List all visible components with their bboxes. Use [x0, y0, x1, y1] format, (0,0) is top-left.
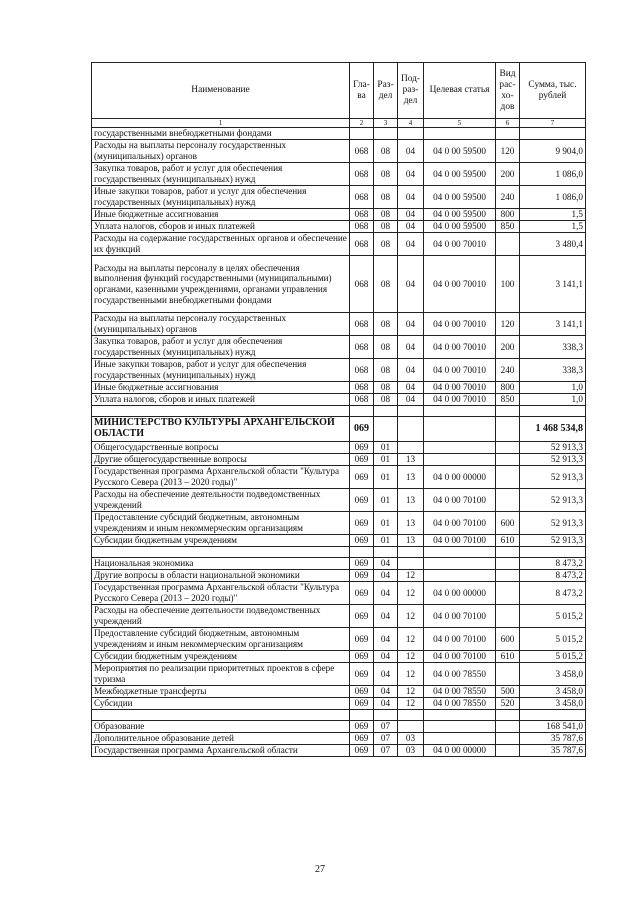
cell-name: Расходы на обеспечение деятельности подведомственных учреждений [92, 605, 350, 628]
cell-name: Закупка товаров, работ и услуг для обеспечения государственных (муниципальных) нужд [92, 163, 350, 186]
table-row [92, 454, 586, 466]
table-row [92, 163, 586, 186]
cell-vid: 500 [496, 686, 520, 698]
cell-podrazdel: 03 [398, 733, 424, 745]
table-row [92, 512, 586, 535]
cell-target: 04 0 00 59500 [424, 186, 496, 209]
empty-cell [398, 710, 424, 721]
cell-razdel [374, 128, 398, 140]
cell-glava: 069 [350, 663, 374, 686]
cell-glava: 068 [350, 140, 374, 163]
cell-name: Иные закупки товаров, работ и услуг для обеспечения государственных (муниципальных) нужд [92, 186, 350, 209]
cell-target [424, 128, 496, 140]
cell-razdel: 04 [374, 558, 398, 570]
cell-target: 04 0 00 70010 [424, 233, 496, 256]
table-row [92, 313, 586, 336]
table-row [92, 394, 586, 406]
cell-name: Предоставление субсидий бюджетным, автономным учреждениям и иным некоммерческим организациям [92, 512, 350, 535]
cell-vid: 610 [496, 651, 520, 663]
cell-vid [496, 582, 520, 605]
cell-razdel: 08 [374, 394, 398, 406]
cell-name: Субсидии бюджетным учреждениям [92, 651, 350, 663]
cell-razdel: 01 [374, 466, 398, 489]
cell-vid: 800 [496, 209, 520, 221]
empty-cell [496, 547, 520, 558]
header-name: Наименование [92, 63, 350, 119]
cell-razdel: 08 [374, 256, 398, 313]
cell-vid [496, 417, 520, 442]
spacer-row [92, 710, 586, 721]
cell-sum: 52 913,3 [520, 466, 586, 489]
cell-podrazdel: 12 [398, 651, 424, 663]
cell-target: 04 0 00 59500 [424, 163, 496, 186]
cell-glava: 069 [350, 628, 374, 651]
cell-vid [496, 233, 520, 256]
cell-vid: 240 [496, 359, 520, 382]
cell-target: 04 0 00 70010 [424, 336, 496, 359]
cell-sum: 8 473,2 [520, 582, 586, 605]
cell-vid: 120 [496, 313, 520, 336]
cell-sum: 168 541,0 [520, 721, 586, 733]
cell-sum: 35 787,6 [520, 733, 586, 745]
cell-glava: 069 [350, 512, 374, 535]
cell-sum: 52 913,3 [520, 489, 586, 512]
cell-sum: 52 913,3 [520, 454, 586, 466]
table-row [92, 628, 586, 651]
cell-glava: 069 [350, 721, 374, 733]
cell-target: 04 0 00 70010 [424, 359, 496, 382]
table-row [92, 417, 586, 442]
table-row [92, 535, 586, 547]
cell-name: Расходы на выплаты персоналу государственных (муниципальных) органов [92, 140, 350, 163]
cell-podrazdel [398, 442, 424, 454]
cell-target: 04 0 00 70010 [424, 313, 496, 336]
cell-podrazdel: 13 [398, 512, 424, 535]
cell-razdel: 08 [374, 140, 398, 163]
table-row [92, 582, 586, 605]
cell-target [424, 417, 496, 442]
cell-sum: 1 468 534,8 [520, 417, 586, 442]
cell-glava: 068 [350, 209, 374, 221]
cell-sum: 3 458,0 [520, 663, 586, 686]
cell-glava: 069 [350, 535, 374, 547]
cell-razdel: 01 [374, 454, 398, 466]
cell-target: 04 0 00 70010 [424, 256, 496, 313]
cell-target: 04 0 00 78550 [424, 663, 496, 686]
table-row [92, 209, 586, 221]
empty-cell [350, 406, 374, 417]
cell-sum: 9 904,0 [520, 140, 586, 163]
cell-sum: 1,0 [520, 394, 586, 406]
cell-razdel: 04 [374, 628, 398, 651]
cell-target: 04 0 00 78550 [424, 686, 496, 698]
cell-vid: 200 [496, 336, 520, 359]
cell-sum: 3 480,4 [520, 233, 586, 256]
cell-vid [496, 733, 520, 745]
cell-podrazdel: 04 [398, 209, 424, 221]
table-row [92, 336, 586, 359]
cell-name: Национальная экономика [92, 558, 350, 570]
cell-podrazdel: 04 [398, 163, 424, 186]
cell-name: Расходы на обеспечение деятельности подведомственных учреждений [92, 489, 350, 512]
cell-vid: 850 [496, 394, 520, 406]
header-vid: Вид рас-хо-дов [496, 63, 520, 119]
cell-razdel: 04 [374, 582, 398, 605]
cell-name: Иные закупки товаров, работ и услуг для обеспечения государственных (муниципальных) нужд [92, 359, 350, 382]
header-row [92, 63, 586, 119]
cell-sum: 3 141,1 [520, 313, 586, 336]
cell-name: Закупка товаров, работ и услуг для обеспечения государственных (муниципальных) нужд [92, 336, 350, 359]
cell-sum: 52 913,3 [520, 512, 586, 535]
cell-sum: 1 086,0 [520, 186, 586, 209]
cell-target [424, 558, 496, 570]
cell-target: 04 0 00 78550 [424, 698, 496, 710]
empty-cell [520, 547, 586, 558]
empty-cell [92, 710, 350, 721]
cell-glava: 069 [350, 698, 374, 710]
cell-razdel: 08 [374, 336, 398, 359]
cell-podrazdel: 12 [398, 686, 424, 698]
cell-glava: 069 [350, 605, 374, 628]
cell-razdel: 04 [374, 663, 398, 686]
cell-vid: 850 [496, 221, 520, 233]
cell-vid: 600 [496, 512, 520, 535]
empty-cell [92, 406, 350, 417]
empty-cell [424, 547, 496, 558]
cell-name: Предоставление субсидий бюджетным, автономным учреждениям и иным некоммерческим организациям [92, 628, 350, 651]
cell-sum: 35 787,6 [520, 745, 586, 757]
table-row [92, 651, 586, 663]
cell-podrazdel: 04 [398, 233, 424, 256]
cell-vid [496, 442, 520, 454]
cell-sum: 8 473,2 [520, 570, 586, 582]
cell-name: Иные бюджетные ассигнования [92, 209, 350, 221]
cell-sum: 5 015,2 [520, 605, 586, 628]
cell-name: МИНИСТЕРСТВО КУЛЬТУРЫ АРХАНГЕЛЬСКОЙ ОБЛАСТИ [92, 417, 350, 442]
cell-glava: 069 [350, 558, 374, 570]
cell-glava: 068 [350, 394, 374, 406]
cell-target: 04 0 00 70100 [424, 512, 496, 535]
cell-podrazdel: 04 [398, 394, 424, 406]
empty-cell [496, 710, 520, 721]
cell-razdel: 08 [374, 209, 398, 221]
empty-cell [520, 406, 586, 417]
cell-sum: 52 913,3 [520, 535, 586, 547]
spacer-row [92, 547, 586, 558]
cell-name: Иные бюджетные ассигнования [92, 382, 350, 394]
cell-podrazdel: 12 [398, 605, 424, 628]
cell-glava: 068 [350, 359, 374, 382]
cell-target: 04 0 00 70100 [424, 628, 496, 651]
cell-target [424, 454, 496, 466]
cell-glava: 069 [350, 489, 374, 512]
header-glava: Гла-ва [350, 63, 374, 119]
cell-target: 04 0 00 70100 [424, 605, 496, 628]
cell-glava: 068 [350, 382, 374, 394]
cell-target: 04 0 00 59500 [424, 140, 496, 163]
cell-razdel: 08 [374, 313, 398, 336]
cell-razdel: 07 [374, 745, 398, 757]
cell-name: Другие вопросы в области национальной экономики [92, 570, 350, 582]
cell-podrazdel [398, 721, 424, 733]
table-row [92, 186, 586, 209]
budget-table [91, 62, 586, 757]
cell-razdel: 04 [374, 570, 398, 582]
cell-podrazdel: 12 [398, 582, 424, 605]
cell-glava: 069 [350, 733, 374, 745]
table-row [92, 140, 586, 163]
empty-cell [92, 547, 350, 558]
cell-target [424, 721, 496, 733]
cell-vid [496, 570, 520, 582]
cell-podrazdel: 12 [398, 698, 424, 710]
cell-target: 04 0 00 70100 [424, 651, 496, 663]
cell-sum: 1,5 [520, 209, 586, 221]
cell-podrazdel: 03 [398, 745, 424, 757]
cell-razdel: 01 [374, 442, 398, 454]
spacer-row [92, 406, 586, 417]
cell-glava: 068 [350, 313, 374, 336]
table-row [92, 221, 586, 233]
cell-podrazdel: 13 [398, 535, 424, 547]
cell-vid: 800 [496, 382, 520, 394]
cell-target: 04 0 00 00000 [424, 466, 496, 489]
cell-glava: 068 [350, 163, 374, 186]
cell-sum [520, 128, 586, 140]
column-number: 7 [520, 119, 586, 128]
cell-sum: 3 141,1 [520, 256, 586, 313]
cell-target: 04 0 00 70100 [424, 489, 496, 512]
table-row [92, 745, 586, 757]
cell-glava: 069 [350, 582, 374, 605]
cell-razdel: 08 [374, 359, 398, 382]
cell-vid: 610 [496, 535, 520, 547]
cell-glava [350, 128, 374, 140]
cell-razdel: 04 [374, 605, 398, 628]
cell-razdel: 01 [374, 512, 398, 535]
cell-target: 04 0 00 59500 [424, 209, 496, 221]
cell-podrazdel: 04 [398, 221, 424, 233]
table-row [92, 256, 586, 313]
column-number-row [92, 119, 586, 128]
cell-podrazdel: 04 [398, 359, 424, 382]
empty-cell [398, 547, 424, 558]
cell-podrazdel: 12 [398, 628, 424, 651]
cell-glava: 069 [350, 570, 374, 582]
column-number: 2 [350, 119, 374, 128]
cell-sum: 3 458,0 [520, 686, 586, 698]
cell-razdel: 08 [374, 221, 398, 233]
cell-vid [496, 466, 520, 489]
cell-podrazdel: 04 [398, 256, 424, 313]
cell-sum: 1 086,0 [520, 163, 586, 186]
column-number: 1 [92, 119, 350, 128]
column-number: 5 [424, 119, 496, 128]
cell-vid [496, 128, 520, 140]
cell-podrazdel [398, 417, 424, 442]
cell-target [424, 733, 496, 745]
cell-vid [496, 454, 520, 466]
cell-vid [496, 605, 520, 628]
cell-name: Межбюджетные трансферты [92, 686, 350, 698]
header-target: Целевая статья [424, 63, 496, 119]
cell-target [424, 570, 496, 582]
cell-target [424, 442, 496, 454]
table-body [92, 128, 586, 757]
cell-glava: 069 [350, 745, 374, 757]
cell-vid [496, 721, 520, 733]
page-number: 27 [315, 864, 325, 875]
cell-sum: 5 015,2 [520, 628, 586, 651]
cell-sum: 5 015,2 [520, 651, 586, 663]
header-razdel: Раз-дел [374, 63, 398, 119]
empty-cell [350, 547, 374, 558]
cell-razdel: 01 [374, 489, 398, 512]
cell-sum: 1,5 [520, 221, 586, 233]
cell-target: 04 0 00 00000 [424, 745, 496, 757]
cell-razdel: 08 [374, 233, 398, 256]
cell-glava: 069 [350, 686, 374, 698]
cell-vid [496, 489, 520, 512]
cell-razdel: 01 [374, 535, 398, 547]
column-number: 4 [398, 119, 424, 128]
table-row [92, 128, 586, 140]
cell-name: Уплата налогов, сборов и иных платежей [92, 221, 350, 233]
cell-glava: 069 [350, 442, 374, 454]
cell-target: 04 0 00 00000 [424, 582, 496, 605]
empty-cell [374, 710, 398, 721]
table-row [92, 721, 586, 733]
cell-name: Другие общегосударственные вопросы [92, 454, 350, 466]
cell-name: Уплата налогов, сборов и иных платежей [92, 394, 350, 406]
cell-name: Образование [92, 721, 350, 733]
cell-sum: 8 473,2 [520, 558, 586, 570]
cell-name: Расходы на выплаты персоналу в целях обеспечения выполнения функций государственными (муниципальными) органами, казенными учреждениями, органами управления государственными внебюджетными фондами [92, 256, 350, 313]
cell-podrazdel: 04 [398, 336, 424, 359]
cell-glava: 069 [350, 454, 374, 466]
cell-podrazdel: 04 [398, 382, 424, 394]
cell-glava: 068 [350, 186, 374, 209]
cell-vid: 100 [496, 256, 520, 313]
cell-sum: 338,3 [520, 359, 586, 382]
cell-vid [496, 663, 520, 686]
cell-razdel: 08 [374, 186, 398, 209]
cell-razdel: 07 [374, 721, 398, 733]
cell-sum: 338,3 [520, 336, 586, 359]
table-row [92, 558, 586, 570]
empty-cell [398, 406, 424, 417]
table-row [92, 382, 586, 394]
table-row [92, 605, 586, 628]
cell-vid [496, 745, 520, 757]
cell-name: Мероприятия по реализации приоритетных проектов в сфере туризма [92, 663, 350, 686]
cell-razdel: 04 [374, 651, 398, 663]
cell-name: Расходы на выплаты персоналу государственных (муниципальных) органов [92, 313, 350, 336]
column-number: 3 [374, 119, 398, 128]
table-row [92, 698, 586, 710]
empty-cell [374, 547, 398, 558]
cell-podrazdel: 12 [398, 570, 424, 582]
cell-name: Дополнительное образование детей [92, 733, 350, 745]
cell-razdel [374, 417, 398, 442]
empty-cell [350, 710, 374, 721]
empty-cell [496, 406, 520, 417]
cell-podrazdel: 12 [398, 663, 424, 686]
header-podrazdel: Под-раз-дел [398, 63, 424, 119]
cell-sum: 52 913,3 [520, 442, 586, 454]
cell-name: Государственная программа Архангельской области "Культура Русского Севера (2013 – 2020 годы)" [92, 466, 350, 489]
table-row [92, 466, 586, 489]
cell-podrazdel: 13 [398, 466, 424, 489]
empty-cell [424, 710, 496, 721]
cell-target: 04 0 00 70010 [424, 394, 496, 406]
cell-name: Государственная программа Архангельской области "Культура Русского Севера (2013 – 2020 годы)" [92, 582, 350, 605]
cell-glava: 068 [350, 221, 374, 233]
cell-razdel: 04 [374, 686, 398, 698]
cell-razdel: 08 [374, 163, 398, 186]
table-row [92, 663, 586, 686]
table-row [92, 233, 586, 256]
cell-vid: 120 [496, 140, 520, 163]
cell-razdel: 07 [374, 733, 398, 745]
empty-cell [424, 406, 496, 417]
cell-podrazdel: 13 [398, 454, 424, 466]
cell-sum: 3 458,0 [520, 698, 586, 710]
cell-name: Общегосударственные вопросы [92, 442, 350, 454]
cell-vid: 200 [496, 163, 520, 186]
table-row [92, 570, 586, 582]
cell-glava: 068 [350, 336, 374, 359]
cell-name: Субсидии бюджетным учреждениям [92, 535, 350, 547]
table-row [92, 686, 586, 698]
cell-podrazdel: 04 [398, 140, 424, 163]
header-sum: Сумма, тыс. рублей [520, 63, 586, 119]
empty-cell [520, 710, 586, 721]
table-row [92, 359, 586, 382]
empty-cell [374, 406, 398, 417]
cell-podrazdel: 13 [398, 489, 424, 512]
cell-podrazdel: 04 [398, 186, 424, 209]
cell-target: 04 0 00 70010 [424, 382, 496, 394]
cell-podrazdel [398, 128, 424, 140]
cell-name: Расходы на содержание государственных органов и обеспечение их функций [92, 233, 350, 256]
cell-podrazdel: 04 [398, 313, 424, 336]
table-row [92, 442, 586, 454]
cell-target: 04 0 00 70100 [424, 535, 496, 547]
cell-podrazdel [398, 558, 424, 570]
cell-name: государственными внебюджетными фондами [92, 128, 350, 140]
cell-vid: 600 [496, 628, 520, 651]
table-row [92, 489, 586, 512]
cell-vid: 520 [496, 698, 520, 710]
column-number: 6 [496, 119, 520, 128]
cell-name: Государственная программа Архангельской области [92, 745, 350, 757]
cell-name: Субсидии [92, 698, 350, 710]
cell-sum: 1,0 [520, 382, 586, 394]
cell-glava: 069 [350, 466, 374, 489]
cell-glava: 069 [350, 651, 374, 663]
cell-glava: 068 [350, 256, 374, 313]
cell-target: 04 0 00 59500 [424, 221, 496, 233]
cell-glava: 068 [350, 233, 374, 256]
table-row [92, 733, 586, 745]
cell-razdel: 04 [374, 698, 398, 710]
cell-glava: 069 [350, 417, 374, 442]
cell-razdel: 08 [374, 382, 398, 394]
cell-vid [496, 558, 520, 570]
cell-vid: 240 [496, 186, 520, 209]
